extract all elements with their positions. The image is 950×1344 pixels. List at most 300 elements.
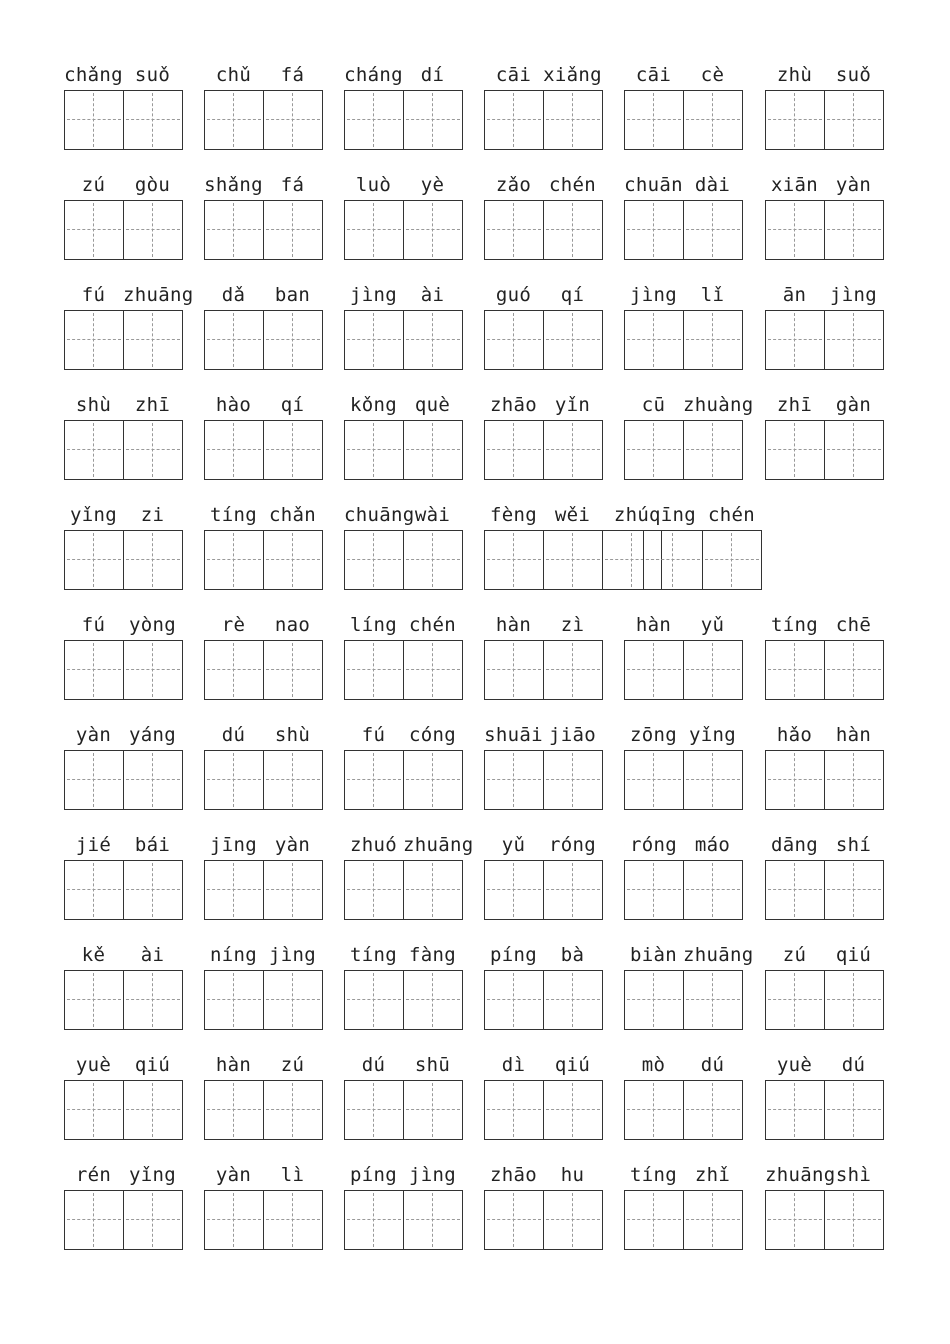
pinyin-syllable: lǐ bbox=[700, 284, 725, 306]
pinyin-syllable: zhāo bbox=[490, 394, 537, 416]
tianzige-cell[interactable] bbox=[824, 1080, 884, 1140]
guide-line-vertical bbox=[853, 93, 854, 147]
tianzige-cell[interactable] bbox=[263, 420, 323, 480]
tianzige-cell[interactable] bbox=[123, 860, 183, 920]
tianzige-cell[interactable] bbox=[824, 1190, 884, 1250]
guide-line-horizontal bbox=[67, 339, 121, 340]
guide-line-vertical bbox=[572, 1193, 573, 1247]
tianzige-cell[interactable] bbox=[624, 200, 684, 260]
pinyin-syllable: yuè bbox=[75, 1054, 112, 1076]
guide-line-horizontal bbox=[266, 229, 320, 230]
tianzige-cell[interactable] bbox=[403, 1190, 463, 1250]
pinyin-syllable: rén bbox=[75, 1164, 112, 1186]
guide-line-vertical bbox=[712, 1193, 713, 1247]
tianzige-cell[interactable] bbox=[484, 1080, 544, 1140]
tianzige-cell[interactable] bbox=[824, 310, 884, 370]
tianzige-cell[interactable] bbox=[543, 750, 603, 810]
tianzige-cell[interactable] bbox=[123, 200, 183, 260]
guide-line-vertical bbox=[513, 203, 514, 257]
pinyin-syllable: chén bbox=[409, 614, 456, 636]
tianzige-cell[interactable] bbox=[263, 310, 323, 370]
writing-boxes bbox=[204, 420, 323, 478]
guide-line-vertical bbox=[292, 1083, 293, 1137]
tianzige-cell[interactable] bbox=[624, 420, 684, 480]
tianzige-cell[interactable] bbox=[484, 1190, 544, 1250]
guide-line-horizontal bbox=[207, 1219, 261, 1220]
tianzige-cell[interactable] bbox=[263, 640, 323, 700]
tianzige-cell[interactable] bbox=[683, 970, 743, 1030]
guide-line-vertical bbox=[653, 973, 654, 1027]
tianzige-cell[interactable] bbox=[484, 310, 544, 370]
guide-line-horizontal bbox=[126, 1219, 180, 1220]
guide-line-vertical bbox=[373, 643, 374, 697]
pinyin-syllable: zhuāng bbox=[123, 284, 194, 306]
writing-boxes bbox=[765, 750, 884, 808]
tianzige-cell[interactable] bbox=[683, 640, 743, 700]
writing-boxes bbox=[64, 970, 183, 1028]
guide-line-horizontal bbox=[627, 999, 681, 1000]
tianzige-cell[interactable] bbox=[344, 200, 404, 260]
guide-line-horizontal bbox=[347, 889, 401, 890]
tianzige-cell[interactable] bbox=[403, 90, 463, 150]
pinyin-syllable: xiān bbox=[771, 174, 818, 196]
guide-line-horizontal bbox=[126, 669, 180, 670]
guide-line-vertical bbox=[513, 973, 514, 1027]
tianzige-cell[interactable] bbox=[64, 1080, 124, 1140]
tianzige-cell[interactable] bbox=[765, 970, 825, 1030]
tianzige-cell[interactable] bbox=[765, 860, 825, 920]
tianzige-cell[interactable] bbox=[64, 1190, 124, 1250]
tianzige-cell[interactable] bbox=[824, 420, 884, 480]
writing-boxes bbox=[344, 750, 463, 808]
guide-line-vertical bbox=[853, 863, 854, 917]
guide-line-horizontal bbox=[686, 889, 740, 890]
tianzige-cell[interactable] bbox=[543, 640, 603, 700]
guide-line-vertical bbox=[853, 643, 854, 697]
word-item bbox=[765, 941, 950, 1061]
tianzige-cell[interactable] bbox=[64, 750, 124, 810]
tianzige-cell[interactable] bbox=[123, 1190, 183, 1250]
tianzige-cell[interactable] bbox=[683, 750, 743, 810]
pinyin-syllable: zōng bbox=[630, 724, 677, 746]
tianzige-cell[interactable] bbox=[484, 860, 544, 920]
guide-line-vertical bbox=[292, 313, 293, 367]
tianzige-cell[interactable] bbox=[64, 310, 124, 370]
tianzige-cell[interactable] bbox=[344, 970, 404, 1030]
guide-line-vertical bbox=[653, 93, 654, 147]
tianzige-cell[interactable] bbox=[624, 970, 684, 1030]
guide-line-vertical bbox=[794, 973, 795, 1027]
pinyin-syllable: yàn bbox=[75, 724, 112, 746]
pinyin-syllable: yàn bbox=[215, 1164, 252, 1186]
pinyin-syllable: chǎng bbox=[64, 64, 123, 86]
tianzige-cell[interactable] bbox=[543, 530, 603, 590]
guide-line-vertical bbox=[631, 533, 632, 587]
pinyin-syllable: cóng bbox=[409, 724, 456, 746]
tianzige-cell[interactable] bbox=[403, 750, 463, 810]
guide-line-horizontal bbox=[768, 779, 822, 780]
tianzige-cell[interactable] bbox=[204, 310, 264, 370]
writing-boxes bbox=[204, 1190, 323, 1248]
tianzige-cell[interactable] bbox=[403, 310, 463, 370]
tianzige-cell[interactable] bbox=[765, 310, 825, 370]
tianzige-cell[interactable] bbox=[643, 530, 703, 590]
writing-boxes bbox=[64, 530, 183, 588]
tianzige-cell[interactable] bbox=[344, 640, 404, 700]
tianzige-cell[interactable] bbox=[344, 90, 404, 150]
word-item bbox=[765, 281, 950, 401]
guide-line-vertical bbox=[513, 1083, 514, 1137]
tianzige-cell[interactable] bbox=[123, 90, 183, 150]
guide-line-horizontal bbox=[686, 999, 740, 1000]
tianzige-cell[interactable] bbox=[403, 640, 463, 700]
tianzige-cell[interactable] bbox=[624, 90, 684, 150]
pinyin-syllable: fá bbox=[280, 64, 305, 86]
tianzige-cell[interactable] bbox=[263, 200, 323, 260]
tianzige-cell[interactable] bbox=[624, 750, 684, 810]
guide-line-horizontal bbox=[406, 559, 460, 560]
tianzige-cell[interactable] bbox=[123, 640, 183, 700]
pinyin-syllable: rè bbox=[221, 614, 246, 636]
guide-line-vertical bbox=[653, 1193, 654, 1247]
tianzige-cell[interactable] bbox=[263, 860, 323, 920]
tianzige-cell[interactable] bbox=[484, 750, 544, 810]
pinyin-syllable: jìng bbox=[630, 284, 677, 306]
tianzige-cell[interactable] bbox=[123, 420, 183, 480]
guide-line-vertical bbox=[152, 93, 153, 147]
tianzige-cell[interactable] bbox=[824, 860, 884, 920]
guide-line-horizontal bbox=[546, 1109, 600, 1110]
tianzige-cell[interactable] bbox=[64, 640, 124, 700]
pinyin-syllable: cū bbox=[641, 394, 666, 416]
tianzige-cell[interactable] bbox=[824, 200, 884, 260]
tianzige-cell[interactable] bbox=[765, 90, 825, 150]
word-item bbox=[765, 831, 950, 951]
tianzige-cell[interactable] bbox=[683, 200, 743, 260]
pinyin-syllable: bà bbox=[560, 944, 585, 966]
tianzige-cell[interactable] bbox=[624, 860, 684, 920]
guide-line-horizontal bbox=[67, 669, 121, 670]
tianzige-cell[interactable] bbox=[204, 200, 264, 260]
tianzige-cell[interactable] bbox=[484, 90, 544, 150]
tianzige-cell[interactable] bbox=[64, 530, 124, 590]
guide-line-horizontal bbox=[67, 779, 121, 780]
writing-boxes bbox=[64, 310, 183, 368]
guide-line-vertical bbox=[653, 313, 654, 367]
pinyin-syllable: hào bbox=[215, 394, 252, 416]
tianzige-cell[interactable] bbox=[824, 90, 884, 150]
tianzige-cell[interactable] bbox=[683, 310, 743, 370]
guide-line-vertical bbox=[373, 533, 374, 587]
tianzige-cell[interactable] bbox=[624, 310, 684, 370]
guide-line-horizontal bbox=[126, 229, 180, 230]
guide-line-horizontal bbox=[487, 1219, 541, 1220]
guide-line-vertical bbox=[712, 643, 713, 697]
pinyin-syllable: zú bbox=[280, 1054, 305, 1076]
tianzige-cell[interactable] bbox=[624, 1190, 684, 1250]
pinyin-syllable: qí bbox=[280, 394, 305, 416]
tianzige-cell[interactable] bbox=[543, 1190, 603, 1250]
pinyin-syllable: jìng bbox=[269, 944, 316, 966]
guide-line-horizontal bbox=[827, 1109, 881, 1110]
guide-line-horizontal bbox=[827, 449, 881, 450]
guide-line-vertical bbox=[292, 533, 293, 587]
tianzige-cell[interactable] bbox=[683, 860, 743, 920]
pinyin-syllable: jìng bbox=[409, 1164, 456, 1186]
writing-boxes bbox=[204, 970, 323, 1028]
guide-line-vertical bbox=[233, 643, 234, 697]
pinyin-syllable: zhāo bbox=[490, 1164, 537, 1186]
guide-line-horizontal bbox=[266, 449, 320, 450]
tianzige-cell[interactable] bbox=[204, 860, 264, 920]
guide-line-horizontal bbox=[126, 559, 180, 560]
tianzige-cell[interactable] bbox=[683, 420, 743, 480]
tianzige-cell[interactable] bbox=[344, 530, 404, 590]
guide-line-horizontal bbox=[686, 1109, 740, 1110]
tianzige-cell[interactable] bbox=[123, 750, 183, 810]
guide-line-horizontal bbox=[207, 449, 261, 450]
guide-line-vertical bbox=[233, 1083, 234, 1137]
tianzige-cell[interactable] bbox=[344, 860, 404, 920]
tianzige-cell[interactable] bbox=[64, 420, 124, 480]
pinyin-syllable: shí bbox=[835, 834, 872, 856]
guide-line-horizontal bbox=[266, 119, 320, 120]
pinyin-syllable: chǔ bbox=[215, 64, 252, 86]
pinyin-syllable: zhī bbox=[776, 394, 813, 416]
guide-line-vertical bbox=[653, 863, 654, 917]
writing-boxes bbox=[344, 420, 463, 478]
guide-line-vertical bbox=[572, 973, 573, 1027]
tianzige-cell[interactable] bbox=[543, 90, 603, 150]
writing-boxes bbox=[484, 750, 603, 808]
writing-boxes bbox=[344, 310, 463, 368]
writing-boxes bbox=[624, 970, 743, 1028]
pinyin-syllable: dú bbox=[700, 1054, 725, 1076]
writing-boxes bbox=[204, 310, 323, 368]
writing-boxes bbox=[624, 200, 743, 258]
guide-line-vertical bbox=[432, 973, 433, 1027]
guide-line-horizontal bbox=[627, 1219, 681, 1220]
tianzige-cell[interactable] bbox=[263, 90, 323, 150]
word-item bbox=[765, 1161, 950, 1281]
guide-line-vertical bbox=[373, 93, 374, 147]
tianzige-cell[interactable] bbox=[824, 750, 884, 810]
tianzige-cell[interactable] bbox=[204, 750, 264, 810]
pinyin-syllable: hu bbox=[560, 1164, 585, 1186]
pinyin-syllable: luò bbox=[355, 174, 392, 196]
pinyin-syllable: yàn bbox=[274, 834, 311, 856]
tianzige-cell[interactable] bbox=[64, 970, 124, 1030]
writing-boxes bbox=[624, 1080, 743, 1138]
tianzige-cell[interactable] bbox=[484, 970, 544, 1030]
tianzige-cell[interactable] bbox=[344, 1190, 404, 1250]
pinyin-syllable: nao bbox=[274, 614, 311, 636]
tianzige-cell[interactable] bbox=[344, 420, 404, 480]
guide-line-horizontal bbox=[487, 229, 541, 230]
tianzige-cell[interactable] bbox=[263, 750, 323, 810]
pinyin-syllable: dú bbox=[221, 724, 246, 746]
tianzige-cell[interactable] bbox=[543, 310, 603, 370]
pinyin-syllable: zhú bbox=[613, 504, 650, 526]
guide-line-horizontal bbox=[768, 119, 822, 120]
guide-line-horizontal bbox=[827, 779, 881, 780]
pinyin-syllable: jīng bbox=[210, 834, 257, 856]
tianzige-cell[interactable] bbox=[263, 1190, 323, 1250]
tianzige-cell[interactable] bbox=[64, 860, 124, 920]
guide-line-vertical bbox=[513, 423, 514, 477]
tianzige-cell[interactable] bbox=[824, 640, 884, 700]
guide-line-vertical bbox=[233, 93, 234, 147]
pinyin-syllable: yáng bbox=[129, 724, 176, 746]
guide-line-vertical bbox=[853, 973, 854, 1027]
tianzige-cell[interactable] bbox=[543, 1080, 603, 1140]
tianzige-cell[interactable] bbox=[765, 1190, 825, 1250]
guide-line-horizontal bbox=[347, 669, 401, 670]
pinyin-syllable: wěi bbox=[554, 504, 591, 526]
guide-line-horizontal bbox=[487, 999, 541, 1000]
tianzige-cell[interactable] bbox=[624, 1080, 684, 1140]
guide-line-vertical bbox=[152, 973, 153, 1027]
guide-line-vertical bbox=[653, 1083, 654, 1137]
tianzige-cell[interactable] bbox=[765, 420, 825, 480]
tianzige-cell[interactable] bbox=[123, 1080, 183, 1140]
writing-boxes bbox=[344, 530, 463, 588]
tianzige-cell[interactable] bbox=[484, 420, 544, 480]
pinyin-syllable: hàn bbox=[215, 1054, 252, 1076]
tianzige-cell[interactable] bbox=[403, 1080, 463, 1140]
tianzige-cell[interactable] bbox=[204, 530, 264, 590]
guide-line-horizontal bbox=[686, 779, 740, 780]
guide-line-vertical bbox=[292, 863, 293, 917]
tianzige-cell[interactable] bbox=[64, 200, 124, 260]
tianzige-cell[interactable] bbox=[204, 420, 264, 480]
pinyin-syllable: fú bbox=[361, 724, 386, 746]
guide-line-vertical bbox=[432, 423, 433, 477]
tianzige-cell[interactable] bbox=[484, 640, 544, 700]
tianzige-cell[interactable] bbox=[403, 860, 463, 920]
pinyin-syllable: dài bbox=[694, 174, 731, 196]
tianzige-cell[interactable] bbox=[683, 90, 743, 150]
tianzige-cell[interactable] bbox=[263, 1080, 323, 1140]
tianzige-cell[interactable] bbox=[403, 420, 463, 480]
writing-boxes bbox=[624, 420, 743, 478]
tianzige-cell[interactable] bbox=[123, 530, 183, 590]
guide-line-horizontal bbox=[207, 339, 261, 340]
tianzige-cell[interactable] bbox=[344, 750, 404, 810]
tianzige-cell[interactable] bbox=[123, 970, 183, 1030]
writing-boxes bbox=[624, 750, 743, 808]
guide-line-horizontal bbox=[67, 449, 121, 450]
guide-line-horizontal bbox=[266, 999, 320, 1000]
writing-boxes bbox=[204, 200, 323, 258]
pinyin-syllable: lì bbox=[280, 1164, 305, 1186]
pinyin-syllable: hàn bbox=[635, 614, 672, 636]
pinyin-syllable: tíng bbox=[771, 614, 818, 636]
tianzige-cell[interactable] bbox=[64, 90, 124, 150]
guide-line-horizontal bbox=[67, 1219, 121, 1220]
guide-line-horizontal bbox=[546, 449, 600, 450]
guide-line-vertical bbox=[373, 753, 374, 807]
tianzige-cell[interactable] bbox=[765, 1080, 825, 1140]
guide-line-vertical bbox=[794, 1083, 795, 1137]
guide-line-vertical bbox=[373, 863, 374, 917]
tianzige-cell[interactable] bbox=[765, 640, 825, 700]
word-item bbox=[765, 61, 950, 181]
guide-line-horizontal bbox=[126, 1109, 180, 1110]
pinyin-syllable: dì bbox=[501, 1054, 526, 1076]
guide-line-horizontal bbox=[546, 229, 600, 230]
tianzige-cell[interactable] bbox=[263, 530, 323, 590]
tianzige-cell[interactable] bbox=[123, 310, 183, 370]
guide-line-horizontal bbox=[487, 449, 541, 450]
tianzige-cell[interactable] bbox=[683, 1190, 743, 1250]
tianzige-cell[interactable] bbox=[204, 90, 264, 150]
tianzige-cell[interactable] bbox=[543, 970, 603, 1030]
tianzige-cell[interactable] bbox=[403, 970, 463, 1030]
guide-line-vertical bbox=[432, 533, 433, 587]
guide-line-horizontal bbox=[686, 449, 740, 450]
tianzige-cell[interactable] bbox=[484, 530, 544, 590]
writing-boxes bbox=[624, 860, 743, 918]
guide-line-vertical bbox=[152, 203, 153, 257]
guide-line-horizontal bbox=[768, 1109, 822, 1110]
pinyin-syllable: píng bbox=[350, 1164, 397, 1186]
guide-line-vertical bbox=[712, 863, 713, 917]
tianzige-cell[interactable] bbox=[263, 970, 323, 1030]
writing-boxes bbox=[344, 640, 463, 698]
tianzige-cell[interactable] bbox=[765, 200, 825, 260]
tianzige-cell[interactable] bbox=[403, 200, 463, 260]
guide-line-vertical bbox=[513, 313, 514, 367]
guide-line-horizontal bbox=[546, 889, 600, 890]
tianzige-cell[interactable] bbox=[204, 640, 264, 700]
tianzige-cell[interactable] bbox=[403, 530, 463, 590]
tianzige-cell[interactable] bbox=[484, 200, 544, 260]
tianzige-cell[interactable] bbox=[204, 1190, 264, 1250]
tianzige-cell[interactable] bbox=[543, 420, 603, 480]
pinyin-syllable: shù bbox=[75, 394, 112, 416]
pinyin-syllable: què bbox=[414, 394, 451, 416]
guide-line-vertical bbox=[432, 203, 433, 257]
guide-line-horizontal bbox=[827, 999, 881, 1000]
guide-line-horizontal bbox=[126, 999, 180, 1000]
tianzige-cell[interactable] bbox=[344, 310, 404, 370]
writing-boxes bbox=[204, 90, 323, 148]
guide-line-horizontal bbox=[126, 449, 180, 450]
writing-boxes bbox=[484, 200, 603, 258]
tianzige-cell[interactable] bbox=[204, 1080, 264, 1140]
tianzige-cell[interactable] bbox=[344, 1080, 404, 1140]
pinyin-syllable: jìng bbox=[830, 284, 877, 306]
pinyin-syllable: yǐn bbox=[554, 394, 591, 416]
guide-line-horizontal bbox=[266, 339, 320, 340]
guide-line-vertical bbox=[233, 863, 234, 917]
tianzige-cell[interactable] bbox=[683, 1080, 743, 1140]
guide-line-horizontal bbox=[347, 229, 401, 230]
tianzige-cell[interactable] bbox=[824, 970, 884, 1030]
writing-boxes bbox=[765, 970, 884, 1028]
tianzige-cell[interactable] bbox=[543, 200, 603, 260]
pinyin-syllable: jiāo bbox=[549, 724, 596, 746]
tianzige-cell[interactable] bbox=[624, 640, 684, 700]
tianzige-cell[interactable] bbox=[702, 530, 762, 590]
tianzige-cell[interactable] bbox=[765, 750, 825, 810]
guide-line-horizontal bbox=[646, 559, 700, 560]
tianzige-cell[interactable] bbox=[204, 970, 264, 1030]
tianzige-cell[interactable] bbox=[543, 860, 603, 920]
pinyin-syllable: qiú bbox=[134, 1054, 171, 1076]
guide-line-vertical bbox=[653, 643, 654, 697]
